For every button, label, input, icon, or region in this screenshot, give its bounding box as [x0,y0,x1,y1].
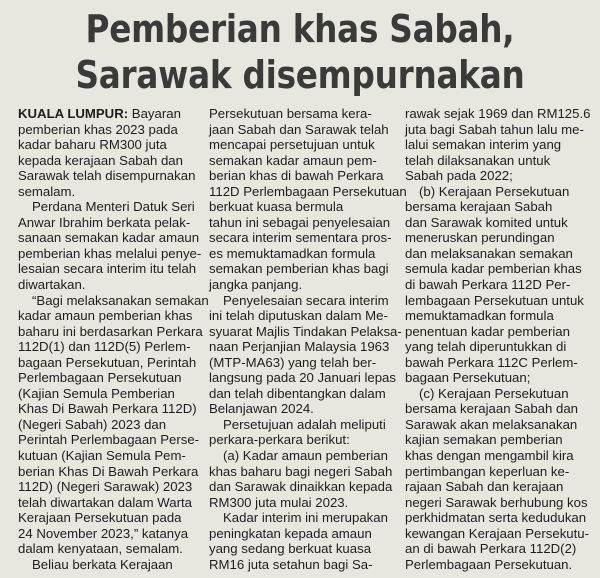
text-line: dan Sarawak dinaikkan kepada [209,479,393,495]
text-line: di bawah Perkara 112D Per- [405,277,571,293]
text-line: bersama kerajaan Sabah dan [405,401,579,417]
paragraph [209,292,402,417]
text-line: khas baharu bagi negeri Sabah [209,463,393,479]
text-line: yang sedang berkuat kuasa [209,541,372,557]
text-line: bagaan Persekutuan; [405,370,531,386]
headline [42,6,558,98]
text-line: kutuan (Kajian Semula Pem- [18,448,186,464]
text-line: (Negeri Sabah) 2023 dan [18,416,167,432]
text-line: mencapai persetujuan untuk [209,137,375,153]
text-line: dan Sarawak komited untuk [405,214,568,230]
text-line: Beliau berkata Kerajaan [32,556,173,572]
paragraph [405,386,590,573]
paragraph [18,292,209,557]
text-line: kepada kerajaan Sabah dan [18,152,183,168]
paragraph [18,106,203,199]
text-line: bersama kerajaan Sabah [405,199,553,215]
text-line: baharu ini berdasarkan Perkara [18,323,203,339]
paragraph [405,184,590,386]
text-line: dalam kenyataan, semalam. [18,541,183,557]
text-line: Perlembagaan Persekutuan [18,370,182,386]
dateline: KUALA LUMPUR: [18,106,129,121]
text-line: secara interim sementara pros- [209,230,392,246]
text-line: dan melaksanakan semakan [405,245,573,261]
text-line: (Kajian Semula Pemberian [18,385,175,401]
text-line: yang telah diperuntukkan di [405,339,567,355]
text-line: naan Perjanjian Malaysia 1963 [209,339,390,355]
paragraph [209,106,407,293]
text-line: pemberian khas melalui penye- [18,245,202,261]
paragraph [209,510,395,572]
text-line: (MTP-MA63) yang telah ber- [209,354,377,370]
text-line: kadar amaun pemberian khas [18,308,193,324]
text-line: berian khas di bawah Perkara [209,168,384,184]
text-line: kadar baharu RM300 juta [18,137,167,153]
text-line: kewangan Kerajaan Persekutu- [405,525,590,541]
text-line: Belanjawan 2024. [209,401,314,417]
article-column-1 [18,106,209,572]
text-line: jangka panjang. [209,277,303,293]
text-line: sanaan semakan kadar amaun [18,230,200,246]
text-line: semula kadar pemberian khas [405,261,582,277]
text-line: Sarawak akan melaksanakan [405,416,578,432]
text-line: telah diwartakan dalam Warta [18,494,192,510]
article-column-2 [209,106,407,572]
text-line: semakan kadar amaun pem- [209,152,377,168]
paragraph [209,448,395,510]
text-line: Kerajaan Persekutuan pada [18,510,182,526]
text-line: syuarat Majlis Tindakan Pelaksa- [209,323,402,339]
text-line: negeri Sarawak berhubung kos [405,494,588,510]
text-line: Persekutuan bersama kera- [209,106,372,121]
text-line: jaan Sabah dan Sarawak telah [209,121,389,137]
text-line: khas dengan mengambil kira [405,448,574,464]
text-line: (c) Kerajaan Persekutuan [419,385,569,401]
text-line: ini telah diputuskan dalam Me- [209,308,388,324]
text-line: pertimbangan keperluan ke- [405,463,570,479]
text-line: lesaian secara interim itu telah [18,261,197,277]
paragraph [405,106,590,184]
text-line: lembagaan Persekutuan untuk [405,292,584,308]
text-line: Sabah pada 2022; [405,168,513,184]
headline-line-2: Sarawak disempurnakan [75,53,525,97]
text-line: KUALA LUMPUR: Bayaran [18,106,181,121]
paragraph [209,417,395,448]
text-line: memuktamadkan formula [405,308,554,324]
paragraph [18,557,203,573]
text-line: Khas Di Bawah Perkara 112D) [18,401,197,417]
text-line: penentuan kadar pemberian [405,323,570,339]
text-line: berkuat kuasa bermula [209,199,344,215]
text-line: Anwar Ibrahim berkata pelak- [18,214,191,230]
text-line: perkara-perkara berikut: [209,432,350,448]
text-line: Kadar interim ini merupakan [223,510,388,526]
text-line: (b) Kerajaan Persekutuan [419,183,570,199]
text-line: pemberian khas 2023 pada [18,121,178,137]
text-line: rawak sejak 1969 dan RM125.6 [405,106,591,121]
text-line: tahun ini sebagai penyelesaian [209,214,391,230]
text-line: rajaan Sabah dan kerajaan [405,479,564,495]
text-line: Perdana Menteri Datuk Seri [32,199,195,215]
text-line: lalui semakan interim yang [405,137,562,153]
text-line: 24 November 2023,” katanya [18,525,189,541]
text-line: juta bagi Sabah tahun lalu me- [405,121,584,137]
text-line: 112D Perlembagaan Persekutuan [209,183,407,199]
text-line: Perintah Perlembagaan Perse- [18,432,200,448]
headline-line-1: Pemberian khas Sabah, [85,7,515,51]
text-line: peningkatan kepada amaun [209,525,372,541]
text-line: diwartakan. [18,277,86,293]
text-line: semalam. [18,183,76,199]
text-line: Sarawak telah disempurnakan [18,168,196,184]
text-line: Penyelesaian secara interim [223,292,389,308]
text-line: bagaan Persekutuan, Perintah [18,354,197,370]
text-line: semakan pemberian khas bagi [209,261,389,277]
text-line: telah dilaksanakan untuk [405,152,551,168]
text-line: perkhidmatan serta kedudukan [405,510,587,526]
article-column-3 [405,106,590,572]
text-line: langsung pada 20 Januari lepas [209,370,396,386]
text-line: bawah Perkara 112C Perlem- [405,354,578,370]
text-line: dan telah dibentangkan dalam [209,385,386,401]
paragraph [18,199,203,292]
text-line: es memuktamadkan formula [209,245,376,261]
text-line: meneruskan perundingan [405,230,555,246]
text-line: Perlembagaan Persekutuan. [405,556,573,572]
text-line: kajian semakan pemberian [405,432,563,448]
text-line: an di bawah Perkara 112D(2) [405,541,577,557]
text-line: berian Khas Di Bawah Perkara [18,463,199,479]
text-line: Persetujuan adalah meliputi [223,416,386,432]
text-line: “Bagi melaksanakan semakan [32,292,209,308]
text-line: 112D) (Negeri Sarawak) 2023 [18,479,193,495]
text-line: (a) Kadar amaun pemberian [223,448,388,464]
text-line: RM300 juta mulai 2023. [209,494,349,510]
text-line: RM16 juta setahun bagi Sa- [209,556,373,572]
text-line: 112D(1) dan 112D(5) Perlem- [18,339,191,355]
